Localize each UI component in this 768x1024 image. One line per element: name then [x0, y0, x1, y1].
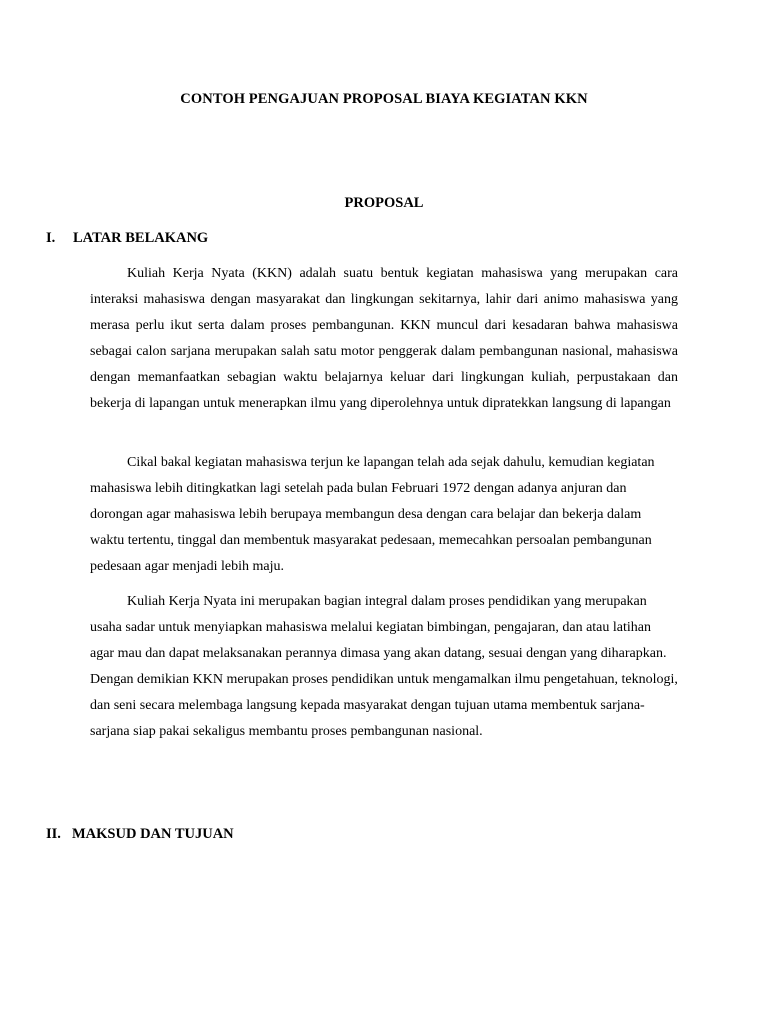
document-title: CONTOH PENGAJUAN PROPOSAL BIAYA KEGIATAN KKN [180, 91, 588, 107]
section-number-1: I. [46, 230, 56, 246]
section-heading-1 [46, 230, 208, 247]
section-title-1: LATAR BELAKANG [73, 230, 209, 246]
document-subtitle: PROPOSAL [344, 195, 424, 211]
paragraph-3: Kuliah Kerja Nyata ini merupakan bagian integral dalam proses pendidikan yang merupakan usaha sadar untuk menyiapkan mahasiswa melalui kegiatan bimbingan, pengajaran, dan atau latihan agar mau dan dapat melaksanakan perannya dimasa yang akan datang, sesuai dengan yang diharapkan. Dengan demikian KKN merupakan proses pendidikan untuk mengamalkan ilmu pengetahuan, teknologi, dan seni secara melembaga langsung kepada masyarakat dengan tujuan utama membentuk sarjana-sarjana siap pakai sekaligus membantu proses pembangunan nasional. [90, 594, 678, 739]
section-title-2: MAKSUD DAN TUJUAN [72, 826, 234, 842]
section-heading-2 [46, 826, 234, 843]
paragraph-1: Kuliah Kerja Nyata (KKN) adalah suatu bentuk kegiatan mahasiswa yang merupakan cara interaksi mahasiswa dengan masyarakat dan lingkungan sekitarnya, lahir dari animo mahasiswa yang merasa perlu ikut serta dalam proses pembangunan. KKN muncul dari kesadaran bahwa mahasiswa sebagai calon sarjana merupakan salah satu motor penggerak dalam pembangunan nasional, mahasiswa dengan memanfaatkan sebagian waktu belajarnya keluar dari lingkungan kuliah, perpustakaan dan bekerja di lapangan untuk menerapkan ilmu yang diperolehnya untuk dipratekkan langsung di lapangan [90, 266, 678, 411]
section-number-2: II. [46, 826, 61, 842]
paragraph-2: Cikal bakal kegiatan mahasiswa terjun ke lapangan telah ada sejak dahulu, kemudian kegiatan mahasiswa lebih ditingkatkan lagi setelah pada bulan Februari 1972 dengan adanya anjuran dan dorongan agar mahasiswa lebih berupaya membangun desa dengan cara belajar dan bekerja dalam waktu tertentu, tinggal dan membentuk masyarakat pedesaan, memecahkan persoalan pembangunan pedesaan agar menjadi lebih maju. [90, 455, 655, 574]
